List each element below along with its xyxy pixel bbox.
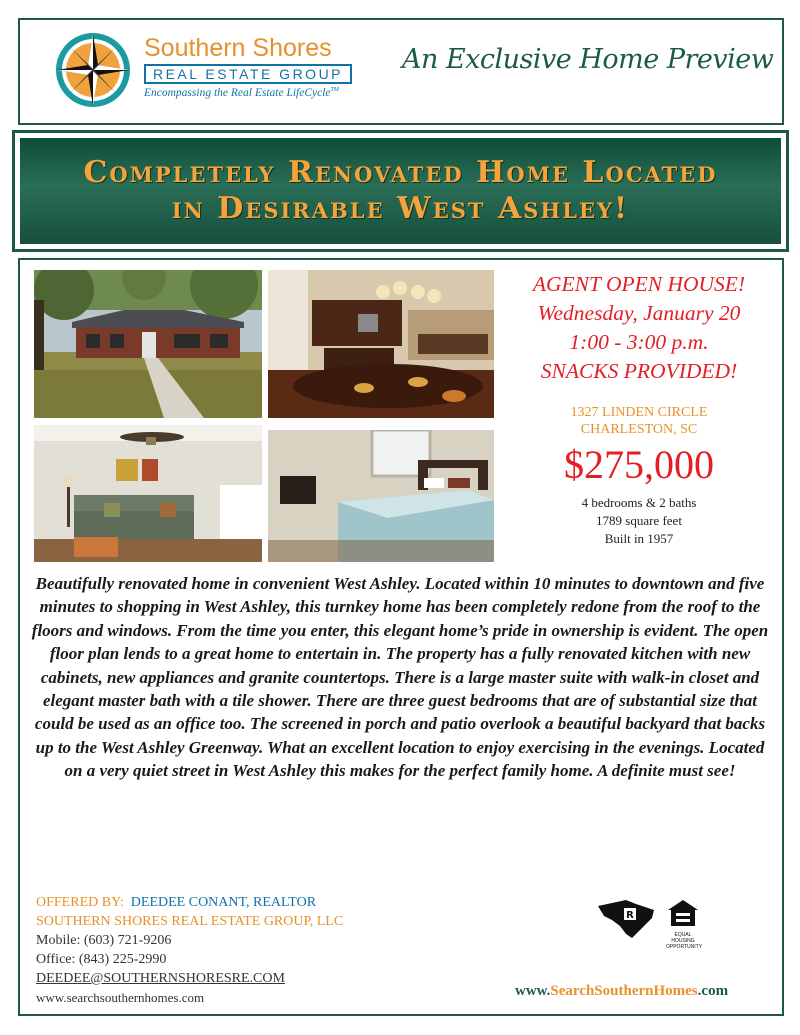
logo-trademark: TM (330, 87, 339, 94)
listing-description: Beautifully renovated home in convenient West Ashley. Located within 10 minutes to downtown and five minutes to shopping in West Ashley, this turnkey home has been completely redone from the roof to the floors and windows. From the time you enter, this elegant home’s pride in ownership is evident. The open floor plan lends to a great home to entertain in. The property has a fully renovated kitchen with new cabinets, new appliances and granite countertops. There is a large master suite with walk-in closet and elegant master bath with a tile shower. There are three guest bedrooms that are of substantial size that could be used as an office too. The screened in porch and patio overlook a beautiful backyard that backs up to the West Ashley Greenway. What an excellent location to enjoy exercising in the evenings. Located on a very quiet street in West Ashley this makes for the perfect family home. A definite must see! (31, 574, 769, 781)
logo-tagline (144, 87, 339, 99)
photo-exterior (34, 270, 262, 418)
listing-address (500, 404, 778, 438)
open-house-heading: AGENT OPEN HOUSE! (532, 272, 746, 296)
open-house-time: 1:00 - 3:00 p.m. (569, 330, 709, 354)
address-street: 1327 LINDEN CIRCLE (570, 405, 708, 420)
agent-name: DEEDEE CONANT, REALTOR (130, 895, 317, 910)
mobile-phone: Mobile: (603) 721-9206 (36, 933, 172, 948)
email-link[interactable]: DEEDEE@SOUTHERNSHORESRE.COM (36, 971, 285, 986)
headline-line-1: Completely Renovated Home Located (83, 155, 718, 190)
contact-offered-line (36, 893, 343, 912)
detail-beds-baths: 4 bedrooms & 2 baths (581, 495, 697, 510)
headline-banner (12, 130, 789, 252)
agent-website-link[interactable]: www.searchsouthernhomes.com (36, 990, 205, 1005)
listing-details (500, 494, 778, 548)
open-house-date: Wednesday, January 20 (537, 301, 741, 325)
office-phone: Office: (843) 225-2990 (36, 952, 167, 967)
photo-kitchen (268, 270, 494, 418)
website-link[interactable] (515, 983, 728, 1000)
compass-star-icon (50, 30, 136, 110)
website-suffix: .com (697, 983, 729, 999)
website-middle: SearchSouthernHomes (550, 983, 698, 999)
logo-group-label: REAL ESTATE GROUP (144, 64, 352, 84)
photo-bedroom (268, 430, 494, 562)
preview-title: An Exclusive Home Preview (402, 44, 774, 75)
website-prefix: www. (515, 983, 551, 999)
open-house-block (500, 270, 778, 386)
logo-tagline-text: Encompassing the Real Estate LifeCycle (144, 87, 331, 99)
eho-label-2: OPPORTUNITY (666, 944, 703, 950)
equal-housing-icon (666, 899, 700, 927)
detail-sqft: 1789 square feet (596, 513, 682, 528)
detail-year-built: Built in 1957 (604, 531, 674, 546)
headline-line-2: in Desirable West Ashley! (171, 191, 630, 226)
company-logo (50, 30, 350, 110)
photo-living-room (34, 425, 262, 562)
logo-company-name: Southern Shores (144, 34, 332, 62)
svg-text:R: R (626, 910, 634, 921)
contact-block (36, 893, 343, 1007)
address-city: CHARLESTON, SC (580, 422, 698, 437)
headline-banner-inner (18, 136, 783, 246)
south-carolina-realtor-icon (596, 898, 656, 940)
eho-label-1: EQUAL HOUSING (671, 932, 695, 944)
offered-by-label: OFFERED BY: (36, 895, 124, 910)
open-house-note: SNACKS PROVIDED! (540, 359, 738, 383)
listing-price: $275,000 (564, 442, 714, 487)
company-name: SOUTHERN SHORES REAL ESTATE GROUP, LLC (36, 914, 344, 929)
equal-housing-badge (666, 899, 703, 950)
